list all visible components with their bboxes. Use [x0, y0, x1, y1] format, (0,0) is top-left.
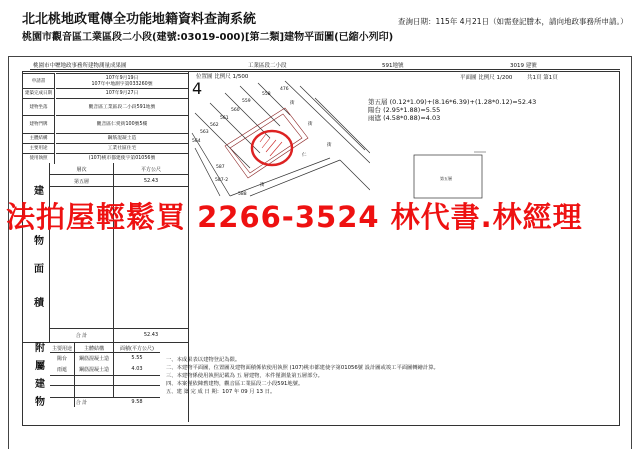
side-label: 建 [35, 379, 45, 390]
highlight-circle [252, 131, 292, 165]
notes [166, 356, 439, 396]
info-label: 申請書 [23, 73, 55, 89]
page-count: 共1頁 第1頁 [527, 75, 558, 81]
query-date: 查詢日期：115年 4月21日（如需登記謄本，請向地政事務所申請。） [398, 17, 628, 26]
road-label: 街 [290, 101, 295, 106]
side-label: 物 [34, 236, 44, 247]
side-label: 面 [34, 264, 44, 275]
info-label: 主體結構 [23, 133, 55, 144]
north-arrow-icon: 4 [192, 79, 203, 98]
location-map-title: 位置圖 比例尺 1/500 [196, 74, 249, 80]
area-total: 52.43 [143, 332, 159, 338]
note-line: 三、本建物係使用執照記載為 五 層建物，本件僅測量第五層部分。 [166, 373, 323, 379]
info-value: 107年9月27日 [56, 88, 188, 99]
calc-line: 雨遮 (4.58*0.88)=4.03 [368, 114, 441, 122]
system-title: 北北桃地政電傳全功能地籍資料查詢系統 [22, 12, 257, 27]
annex-col-use: 主要用途 [51, 346, 72, 352]
side-label: 物 [35, 397, 45, 408]
parcel-label: 588 [238, 192, 247, 197]
advertisement-banner: 法拍屋輕鬆買 2266-3524 林代書.林經理 [6, 200, 583, 234]
parcel-label: 476 [280, 87, 289, 92]
annex-row-area: 4.03 [131, 366, 143, 372]
parcel-label: 559 [242, 99, 251, 104]
parcel-label: 560 [231, 108, 240, 113]
road-label: 街 [260, 183, 265, 188]
parcel-label: 587-2 [215, 178, 229, 183]
parcel-label: 564 [192, 139, 201, 144]
location-map [190, 78, 370, 198]
info-value: 鋼筋混凝土造 [56, 133, 188, 144]
room-label: 第五層 [440, 176, 452, 181]
section-name: 工業區段二小段 [248, 63, 287, 69]
document-subtitle: 桃園市觀音區工業區段二小段(建號:03019-000)[第二類]建物平面圖(已縮小列印) [22, 32, 394, 43]
note-line: 四、本案僅依陳舊建物，觀音區工業區段二小段591地號。 [166, 381, 304, 387]
floor-plan-scale: 平面圖 比例尺 1/200 [460, 75, 513, 81]
info-label: 建物坐落 [23, 98, 55, 116]
road-label: 仁 [302, 153, 307, 158]
area-row-value: 52.43 [143, 178, 159, 184]
parcel-label: 563 [200, 130, 209, 135]
area-total-label: 合 計 [75, 333, 88, 339]
info-value: 觀音區仁愛街100號5樓 [56, 115, 188, 134]
note-line: 一、本成果表以建物登記為限。 [166, 357, 241, 363]
calc-line: 陽台 (2.95*1.88)=5.55 [368, 106, 441, 114]
office-name: 桃園市中壢地政事務所建物測量成果圖 [33, 63, 127, 69]
info-label: 主要用途 [23, 143, 55, 154]
annex-col-area: 面積(平方公尺) [120, 346, 154, 352]
road-label: 街 [308, 122, 313, 127]
area-col-floor: 層次 [76, 167, 87, 173]
area-row-floor: 第五層 [73, 179, 89, 185]
annex-row-use: 陽台 [56, 356, 67, 362]
info-value: (107)桃市都建使字第01056號 [56, 153, 188, 164]
annex-row-area: 5.55 [131, 355, 143, 361]
annex-col-struct: 主體結構 [83, 346, 104, 352]
parcel-label: 587 [216, 165, 225, 170]
parcel-label: 558 [262, 92, 271, 97]
annex-total-label: 合 計 [75, 400, 88, 406]
side-label: 附 [35, 343, 45, 354]
calc-line: 第五層 (0.12*1.09)+(8.16*6.39)+(1.28*0.12)=52.43 [368, 98, 537, 106]
parcel-label: 561 [220, 116, 229, 121]
land-number: 591地號 [382, 63, 404, 69]
annex-row-struct: 鋼筋混凝土造 [78, 356, 109, 362]
note-line: 二、本建物平面圖，位置圖及建物面積係依使用執照 (107)桃市都建使字第01056號 設計圖或竣工平面圖轉繪計算。 [166, 365, 439, 371]
annex-total: 9.58 [131, 399, 143, 405]
info-value: 工業社區住宅 [56, 143, 188, 154]
info-value: 107年9月19日 107年中地測字第033260號 [56, 73, 188, 89]
area-calculation [368, 98, 536, 122]
info-value: 觀音區工業區段二小段591地號 [56, 98, 188, 116]
note-line: 五、建 築 完 成 日 期：107 年 09 月 13 日。 [166, 389, 276, 395]
floor-plan-drawing [410, 150, 490, 200]
annex-row-struct: 鋼筋混凝土造 [78, 367, 109, 373]
info-label: 建物門牌 [23, 115, 55, 134]
side-label: 積 [34, 298, 44, 309]
building-number: 3019 建號 [510, 63, 537, 69]
info-label: 使用執照 [23, 153, 55, 164]
side-label: 建 [34, 186, 44, 197]
annex-row-use: 雨遮 [56, 367, 67, 373]
road-label: 街 [327, 143, 332, 148]
parcel-label: 562 [210, 123, 219, 128]
side-label: 屬 [35, 361, 45, 372]
area-col-area: 平方公尺 [140, 167, 161, 173]
info-label: 建築完成日期 [23, 88, 55, 99]
